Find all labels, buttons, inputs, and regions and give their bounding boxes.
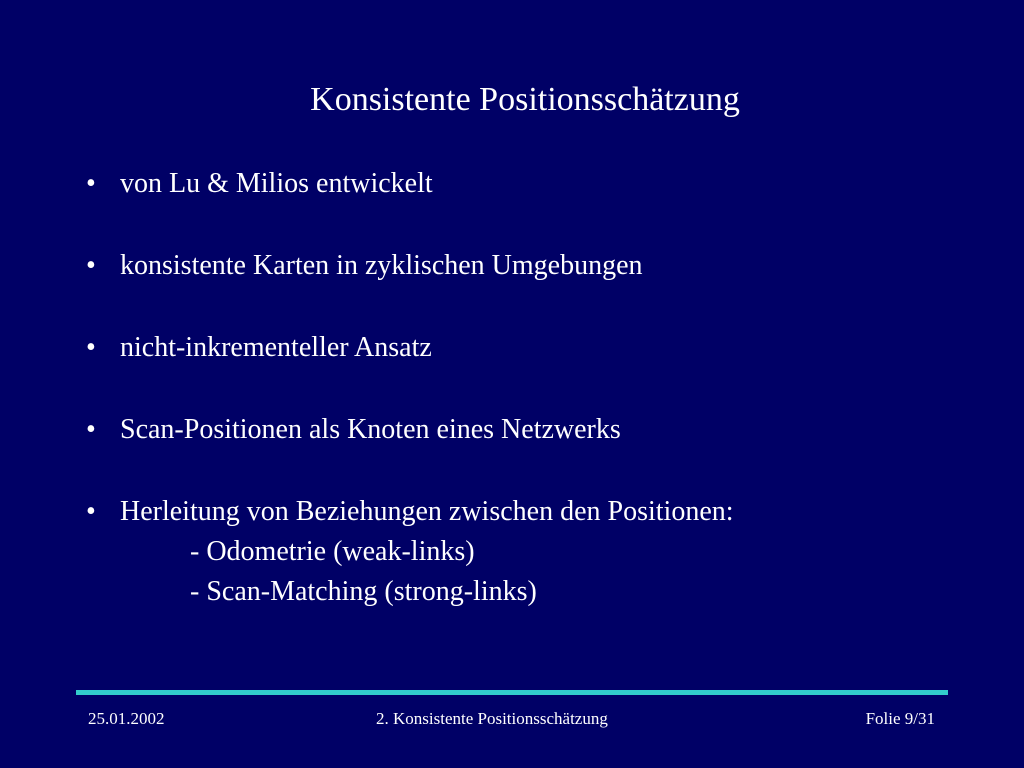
bullet-text: nicht-inkrementeller Ansatz <box>120 332 432 363</box>
bullet-icon: • <box>86 250 96 281</box>
bullet-item <box>86 492 966 612</box>
sub-item: - Scan-Matching (strong-links) <box>190 576 537 607</box>
footer-date: 25.01.2002 <box>88 709 165 728</box>
bullet-text: Scan-Positionen als Knoten eines Netzwerks <box>120 414 621 445</box>
slide-title: Konsistente Positionsschätzung <box>310 81 740 118</box>
bullet-item <box>86 164 966 204</box>
bullet-text: konsistente Karten in zyklischen Umgebungen <box>120 250 643 281</box>
footer-section-title: 2. Konsistente Positionsschätzung <box>376 709 608 728</box>
bullet-item <box>86 328 966 368</box>
bullet-icon: • <box>86 168 96 199</box>
bullet-text: von Lu & Milios entwickelt <box>120 168 433 199</box>
footer-divider <box>76 690 948 695</box>
bullet-icon: • <box>86 496 96 527</box>
bullet-list <box>86 164 966 654</box>
sub-item: - Odometrie (weak-links) <box>190 536 475 567</box>
bullet-icon: • <box>86 414 96 445</box>
bullet-item <box>86 410 966 450</box>
footer-page-number: Folie 9/31 <box>865 709 935 728</box>
bullet-icon: • <box>86 332 96 363</box>
bullet-item <box>86 246 966 286</box>
bullet-text: Herleitung von Beziehungen zwischen den Positionen: <box>120 496 734 527</box>
